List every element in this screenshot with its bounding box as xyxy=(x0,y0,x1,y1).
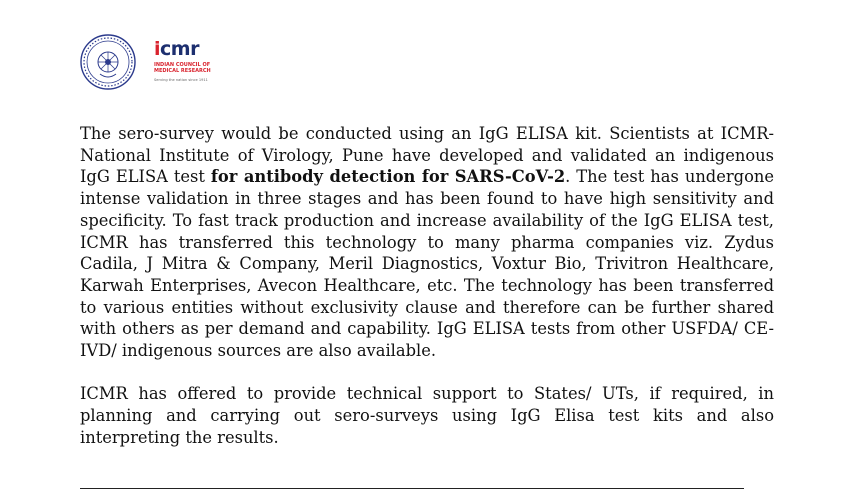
bold-phrase: for antibody detection for SARS-CoV-2 xyxy=(210,167,566,187)
document-header xyxy=(80,34,226,90)
paragraph-technical-support: ICMR has offered to provide technical support to States/ UTs, if required, in planning and carrying out sero-surveys using IgG Elisa test kits and also interpreting the results. xyxy=(80,384,774,447)
footer-rule xyxy=(80,488,744,489)
icmr-logo-tagline: Serving the nation since 1911 xyxy=(154,78,208,82)
icmr-logo-subtitle: INDIAN COUNCIL OF MEDICAL RESEARCH xyxy=(154,62,211,74)
icmr-logo xyxy=(154,37,226,87)
paragraph-sero-survey: The sero-survey would be conducted using an IgG ELISA kit. Scientists at ICMR-National Institute of Virology, Pune have developed and validated an indigenous IgG ELISA test for antibody detection for SARS-CoV-2. The test has undergone intense validation in three stages and has been found to have high sensitivity and specificity. To fast track production and increase availability of the IgG ELISA test, ICMR has transferred this technology to many pharma companies viz. Zydus Cadila, J Mitra & Company, Meril Diagnostics, Voxtur Bio, Trivitron Healthcare, Karwah Enterprises, Avecon Healthcare, etc. The technology has been transferred to various entities without exclusivity clause and therefore can be further shared with others as per demand and capability. IgG ELISA tests from other USFDA/ CE-IVD/ indigenous sources are also available. xyxy=(80,124,774,361)
document-body xyxy=(80,123,774,449)
government-seal-icon xyxy=(80,34,136,90)
icmr-logo-wordmark: icmr xyxy=(154,38,199,60)
